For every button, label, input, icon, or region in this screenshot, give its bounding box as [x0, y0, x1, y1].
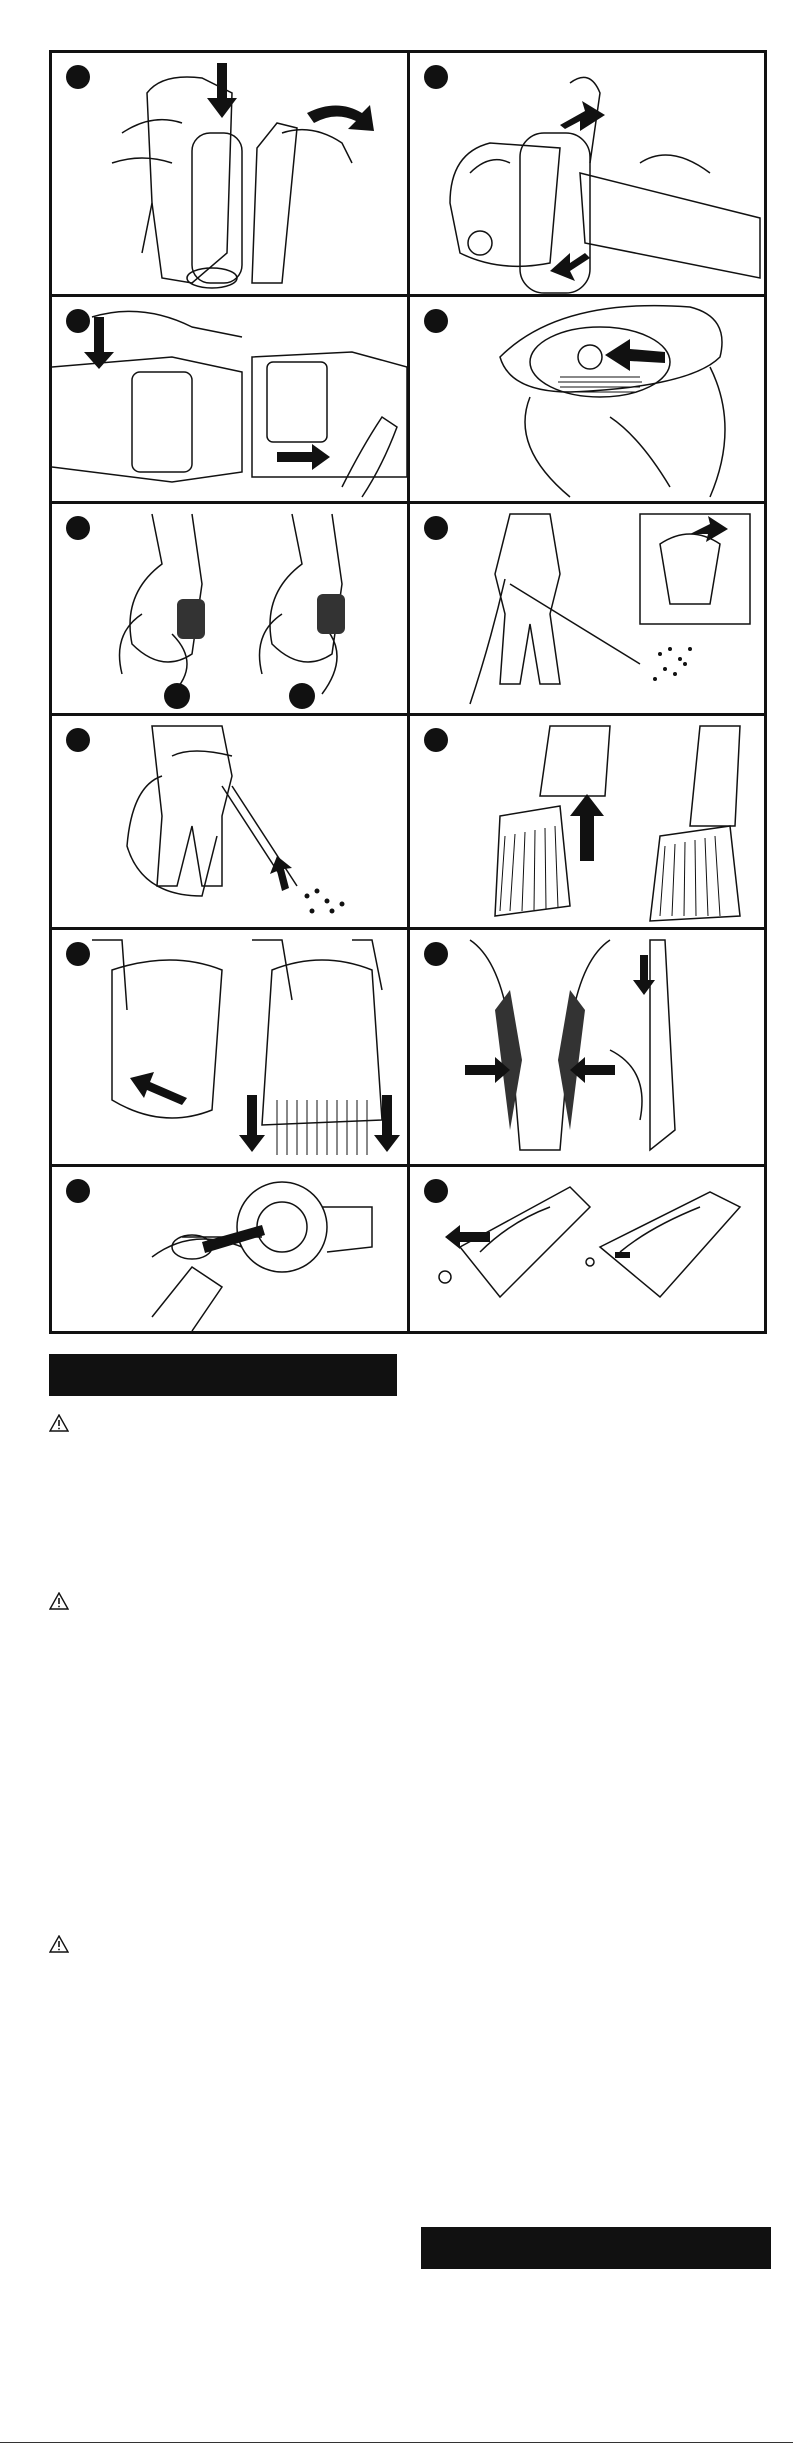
footer-rule	[0, 2442, 793, 2443]
figure-step-3	[52, 297, 407, 501]
illustration-cord-retention	[52, 504, 407, 713]
figure-step-8	[410, 716, 764, 927]
section-heading-bar	[49, 1354, 397, 1396]
illustration-rake-attachment	[410, 716, 764, 927]
illustration-rotate-latch	[410, 53, 764, 294]
figure-step-9	[52, 930, 407, 1164]
illustration-empty-bag	[52, 930, 407, 1164]
illustration-clean-impeller	[52, 1167, 407, 1331]
illustration-impeller-cover	[410, 297, 764, 501]
figure-step-1	[52, 53, 407, 294]
illustration-attach-tube	[52, 53, 407, 294]
illustration-bag-zipper	[410, 1167, 764, 1331]
figure-step-10	[410, 930, 764, 1164]
illustration-fold-bag	[410, 930, 764, 1164]
illustration-blowing	[410, 504, 764, 713]
illustration-vacuum-bag	[52, 716, 407, 927]
illustration-release-tube	[52, 297, 407, 501]
figure-step-7	[52, 716, 407, 927]
figure-step-5	[52, 504, 407, 713]
section-heading-bar	[421, 2227, 771, 2269]
figure-step-2	[410, 53, 764, 294]
instruction-figure-grid	[49, 50, 767, 1334]
figure-step-12	[410, 1167, 764, 1331]
warning-triangle-icon	[49, 1935, 69, 1953]
figure-step-4	[410, 297, 764, 501]
warning-triangle-icon	[49, 1414, 69, 1432]
warning-triangle-icon	[49, 1592, 69, 1610]
figure-step-11	[52, 1167, 407, 1331]
figure-step-6	[410, 504, 764, 713]
